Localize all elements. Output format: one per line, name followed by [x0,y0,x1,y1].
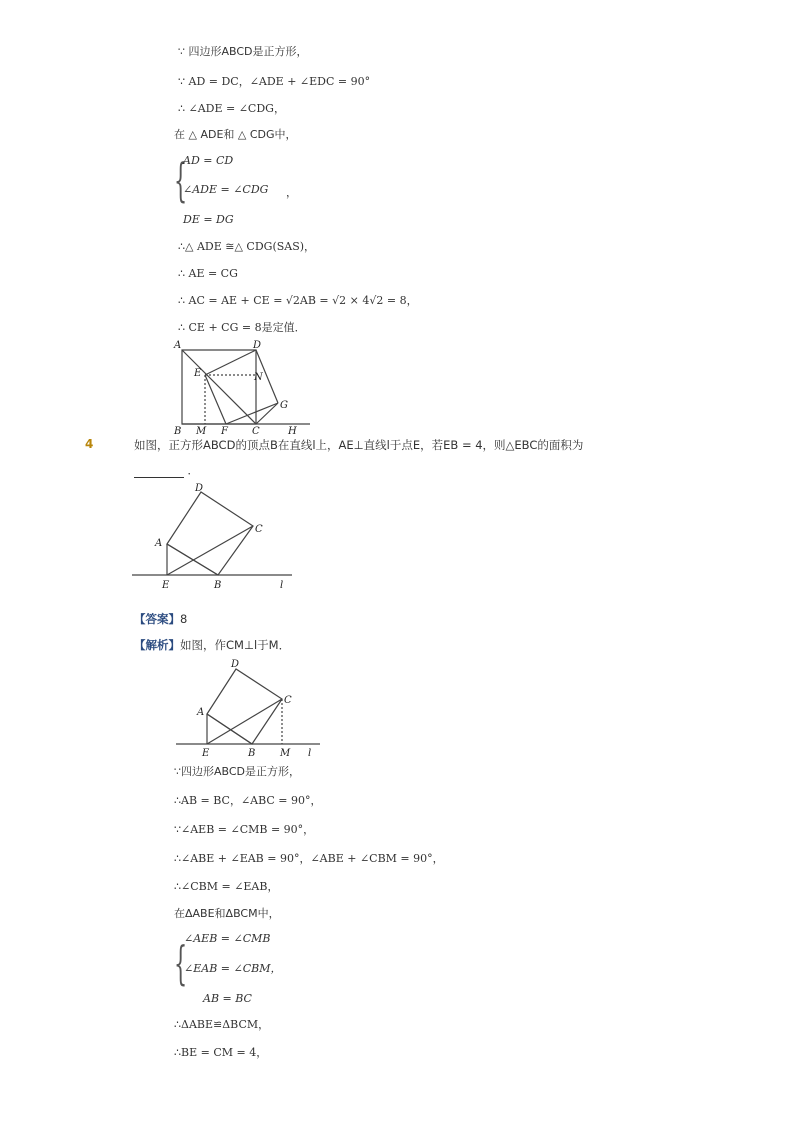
solution-line-1: ∵四边形ABCD是正方形， [174,765,301,778]
fig1-label-h: H [288,426,297,434]
proof-line-4: 在 △ ADE和 △ CDG中， [174,128,297,141]
answer-value: 8 [180,612,188,626]
figure-square-on-line [130,480,295,592]
answer-tag: 【答案】 [134,612,180,626]
system-eq-2: ∠ADE = ∠CDG [183,183,269,196]
proof-line-8: ∴ CE + CG = 8是定值． [178,321,306,334]
proof-line-5: ∴△ ADE ≅△ CDG(SAS)， [178,240,316,253]
fig3-label-l: l [308,748,312,759]
answer-blank-line [134,464,199,478]
fig2-label-l: l [280,580,284,591]
solution-line-7: ∴ΔABE≌ΔBCM， [174,1018,270,1031]
fig2-label-c: C [255,524,263,535]
fig1-label-e: E [194,368,202,379]
question-number: 4 [85,437,94,451]
analysis-tag: 【解析】 [134,638,180,652]
fig1-label-g: G [280,400,288,411]
fig3-label-a: A [197,707,205,718]
answer-blank[interactable] [134,466,184,478]
solution-system-eq-1: ∠AEB = ∠CMB [184,932,271,945]
system-eq-2-tail: ， [286,186,297,199]
fig3-label-d: D [231,659,240,670]
fig2-label-b: B [214,580,222,591]
question-text: 如图，正方形ABCD的顶点B在直线l上，AE⊥直线l于点E，若EB = 4，则△EBC的面积为 [134,438,584,452]
fig1-label-n: N [254,372,263,383]
solution-line-2: ∴AB = BC，∠ABC = 90°， [174,794,322,807]
fig1-label-a: A [174,340,182,351]
fig3-label-b: B [248,748,256,759]
fig2-label-e: E [162,580,170,591]
figure-square-with-point-e [170,338,310,434]
figure-square-with-perpendicular [172,656,322,760]
fig3-label-e: E [202,748,210,759]
proof-line-1: ∵ 四边形ABCD是正方形， [178,45,308,58]
fig2-label-a: A [155,538,163,549]
fig1-label-b: B [174,426,182,434]
solution-line-6: 在ΔABE和ΔBCM中， [174,907,280,920]
fig1-label-d: D [253,340,262,351]
fig1-label-m: M [196,426,207,434]
solution-line-4: ∴∠ABE + ∠EAB = 90°，∠ABE + ∠CBM = 90°， [174,852,444,865]
fig3-label-c: C [284,695,292,706]
solution-system-brace: { [174,936,188,990]
fig1-label-f: F [221,426,228,434]
blank-tail: ． [187,464,199,477]
system-brace: { [174,153,188,207]
fig1-label-c: C [252,426,260,434]
analysis-line [134,638,290,652]
fig2-label-d: D [195,483,204,494]
proof-line-2: ∵ AD = DC，∠ADE + ∠EDC = 90° [178,75,371,88]
solution-system-eq-3: AB = BC [203,992,252,1005]
solution-system-eq-2: ∠EAB = ∠CBM， [184,962,282,975]
solution-line-3: ∵∠AEB = ∠CMB = 90°， [174,823,315,836]
proof-line-3: ∴ ∠ADE = ∠CDG， [178,102,285,115]
proof-line-7: ∴ AC = AE + CE = √2AB = √2 × 4√2 = 8， [178,294,418,307]
solution-line-8: ∴BE = CM = 4， [174,1046,268,1059]
proof-line-6: ∴ AE = CG [178,267,238,280]
solution-line-5: ∴∠CBM = ∠EAB， [174,880,279,893]
analysis-intro: 如图，作CM⊥l于M． [180,638,291,652]
fig3-label-m: M [280,748,291,759]
system-eq-1: AD = CD [183,154,234,167]
system-eq-3: DE = DG [183,213,234,226]
answer-line [134,612,187,626]
